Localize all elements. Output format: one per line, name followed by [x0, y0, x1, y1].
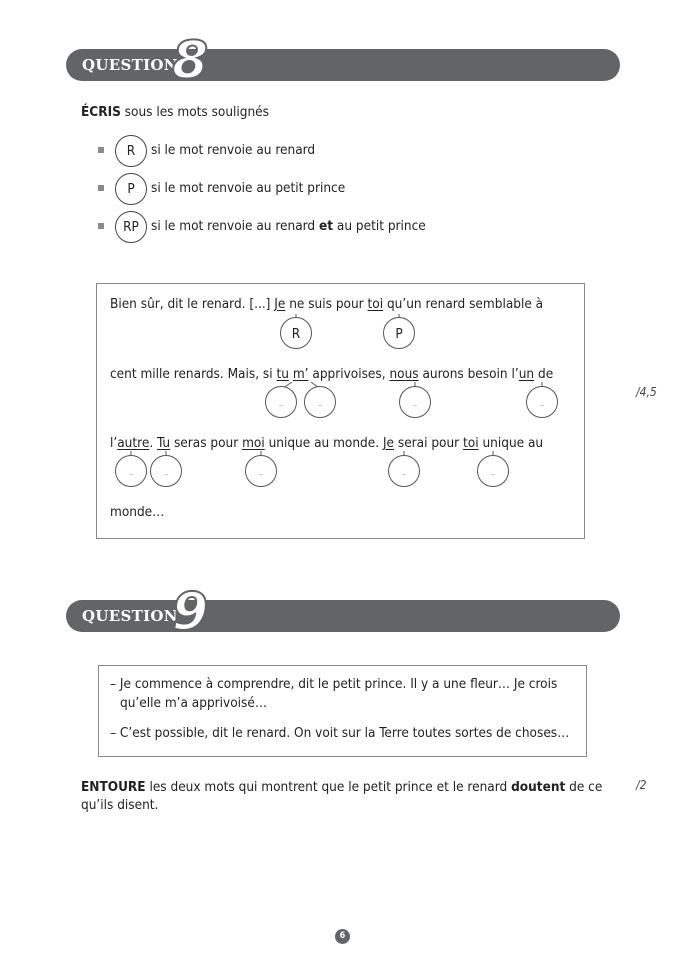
- underlined-word: m’: [292, 366, 309, 382]
- instruction-verb: ÉCRIS: [81, 104, 121, 120]
- blank-mark: _: [164, 466, 168, 475]
- dialogue-line-1: – Je commence à comprendre, dit le petit prince. Il y a une fleur… Je crois: [110, 676, 558, 692]
- underlined-word: Je: [274, 296, 286, 312]
- dialogue-line-3: – C’est possible, dit le renard. On voit sur la Terre toutes sortes de choses…: [110, 725, 570, 741]
- question-9-header: [66, 582, 620, 642]
- blank-mark: _: [413, 397, 417, 406]
- blank-mark: _: [491, 466, 495, 475]
- option-code-rp: RP: [115, 211, 147, 243]
- text: cent mille renards. Mais, si: [110, 366, 277, 382]
- underlined-word: toi: [367, 296, 384, 312]
- underlined-word: nous: [389, 366, 419, 382]
- blank-mark: _: [259, 466, 263, 475]
- underlined-word: autre: [117, 435, 150, 451]
- text: serai pour: [394, 435, 464, 451]
- underlined-word: toi: [463, 435, 479, 451]
- question-label: QUESTION: [82, 607, 178, 625]
- blank-mark: _: [279, 397, 283, 406]
- text: unique au: [478, 435, 544, 451]
- option-text-r: si le mot renvoie au renard: [151, 142, 316, 158]
- underlined-word: moi: [242, 435, 265, 451]
- text: de: [534, 366, 554, 382]
- blank-mark: _: [540, 397, 544, 406]
- blank-mark: _: [129, 466, 133, 475]
- instruction-q9-line2: qu’ils disent.: [81, 797, 159, 813]
- text: qu’un renard semblable à: [383, 296, 544, 312]
- text: l’: [110, 435, 118, 451]
- page-number: 6: [335, 929, 350, 944]
- option-text-p: si le mot renvoie au petit prince: [151, 180, 346, 196]
- instruction-text: sous les mots soulignés: [120, 104, 269, 120]
- text: Bien sûr, dit le renard. [...]: [110, 296, 275, 312]
- instruction-bold: doutent: [511, 779, 566, 795]
- instruction-q9-line1: [81, 779, 602, 795]
- underlined-word: un: [518, 366, 535, 382]
- answer-r: R: [291, 326, 301, 342]
- underlined-word: Je: [382, 435, 395, 451]
- text: aurons besoin l’: [418, 366, 519, 382]
- option-code-p: P: [115, 173, 147, 205]
- text: ne suis pour: [285, 296, 368, 312]
- text: seras pour: [170, 435, 243, 451]
- option-text-part: si le mot renvoie au renard: [151, 218, 319, 234]
- instruction-text: de ce: [565, 779, 603, 795]
- option-code-r: R: [115, 135, 147, 167]
- question-label: QUESTION: [82, 56, 178, 74]
- option-text-part: au petit prince: [333, 218, 426, 234]
- passage-line-4: monde…: [110, 504, 165, 520]
- instruction-text: les deux mots qui montrent que le petit prince et le renard: [145, 779, 512, 795]
- text: .: [149, 435, 158, 451]
- answer-p: P: [395, 326, 403, 342]
- text: apprivoises,: [308, 366, 390, 382]
- text: unique au monde.: [264, 435, 383, 451]
- question-number: 9: [172, 582, 209, 642]
- blank-mark: _: [402, 466, 406, 475]
- underlined-word: tu: [276, 366, 289, 382]
- instruction-verb: ENTOURE: [81, 779, 146, 795]
- option-text-bold: et: [318, 218, 334, 234]
- blank-mark: _: [318, 397, 322, 406]
- question-number: 8: [172, 31, 209, 91]
- score-q8: /4,5: [636, 385, 657, 399]
- underlined-word: Tu: [157, 435, 171, 451]
- dialogue-line-2: qu’elle m’a apprivoisé…: [120, 695, 267, 711]
- score-q9: /2: [636, 778, 647, 792]
